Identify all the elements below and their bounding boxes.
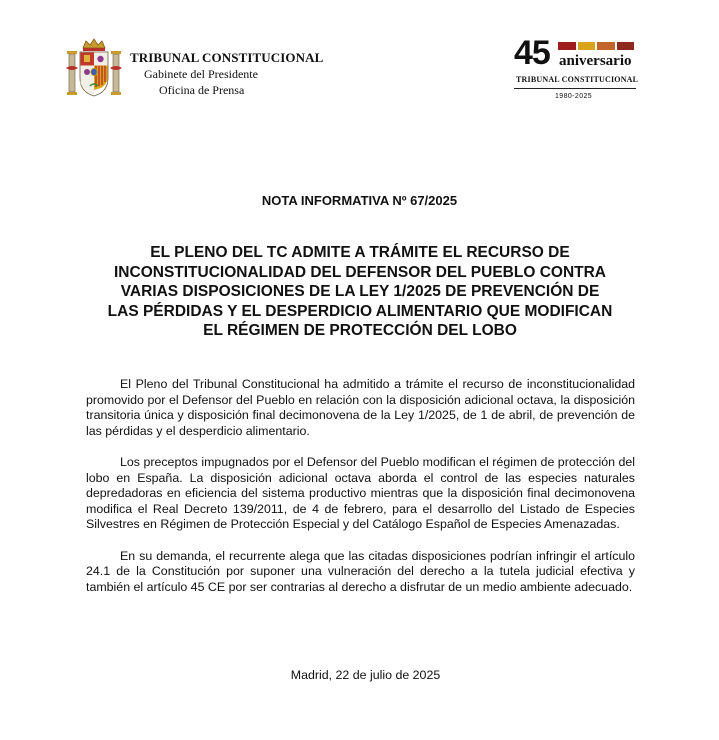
color-bar — [617, 42, 635, 50]
anniversary-divider — [514, 88, 636, 89]
headline-line: EL RÉGIMEN DE PROTECCIÓN DEL LOBO — [203, 322, 517, 339]
color-bar — [558, 42, 576, 50]
body-paragraph: El Pleno del Tribunal Constitucional ha admitido a trámite el recurso de inconstitucionalidad promovido por el Defensor del Pueblo en relación con la disposición adicional octava, la disposición transitoria única y disposición final decimonovena de la Ley 1/2025, de 1 de abril, de prevención de las pérdidas y el desperdicio alimentario. — [86, 377, 635, 438]
body-text — [86, 377, 635, 611]
color-bar — [578, 42, 596, 50]
coat-of-arms-icon — [66, 38, 122, 102]
organization-subtitle: Gabinete del Presidente — [144, 67, 258, 81]
anniversary-color-bars — [558, 42, 634, 50]
body-paragraph: En su demanda, el recurrente alega que las citadas disposiciones podrían infringir el artículo 24.1 de la Constitución por suponer una vulneración del derecho a la tutela judicial efectiva y también el artículo 45 CE por ser contrarias al derecho a disfrutar de un medio ambiente adecuado. — [86, 548, 635, 594]
headline-line: LAS PÉRDIDAS Y EL DESPERDICIO ALIMENTARIO QUE MODIFICAN — [107, 302, 613, 320]
organization-block — [130, 50, 323, 98]
anniversary-logo — [514, 36, 638, 110]
headline — [60, 243, 660, 341]
page-header — [0, 0, 719, 120]
headline-line: INCONSTITUCIONALIDAD DEL DEFENSOR DEL PUEBLO CONTRA — [114, 263, 606, 281]
anniversary-word: aniversario — [559, 53, 632, 69]
date-line: Madrid, 22 de julio de 2025 — [290, 668, 441, 682]
note-number: NOTA INFORMATIVA Nº 67/2025 — [261, 193, 458, 208]
anniversary-number: 45 — [514, 34, 550, 72]
organization-office: Oficina de Prensa — [159, 83, 245, 97]
color-bar — [597, 42, 615, 50]
headline-line: EL PLENO DEL TC ADMITE A TRÁMITE EL RECURSO DE — [150, 244, 570, 261]
headline-line: VARIAS DISPOSICIONES DE LA LEY 1/2025 DE PREVENCIÓN DE — [120, 283, 600, 300]
anniversary-organization: TRIBUNAL CONSTITUCIONAL — [516, 75, 639, 84]
organization-name: TRIBUNAL CONSTITUCIONAL — [130, 50, 324, 65]
anniversary-years: 1980-2025 — [555, 93, 593, 100]
body-paragraph: Los preceptos impugnados por el Defensor del Pueblo modifican el régimen de protección del lobo en España. La disposición adicional octava aborda el control de las especies naturales depredadoras en eficiencia del sistema productivo mientras que la disposición final decimonovena modifica el Real Decreto 139/2011, de 4 de febrero, para el desarrollo del Listado de Especies Silvestres en Régimen de Protección Especial y del Catálogo Español de Especies Amenazadas. — [86, 454, 635, 532]
